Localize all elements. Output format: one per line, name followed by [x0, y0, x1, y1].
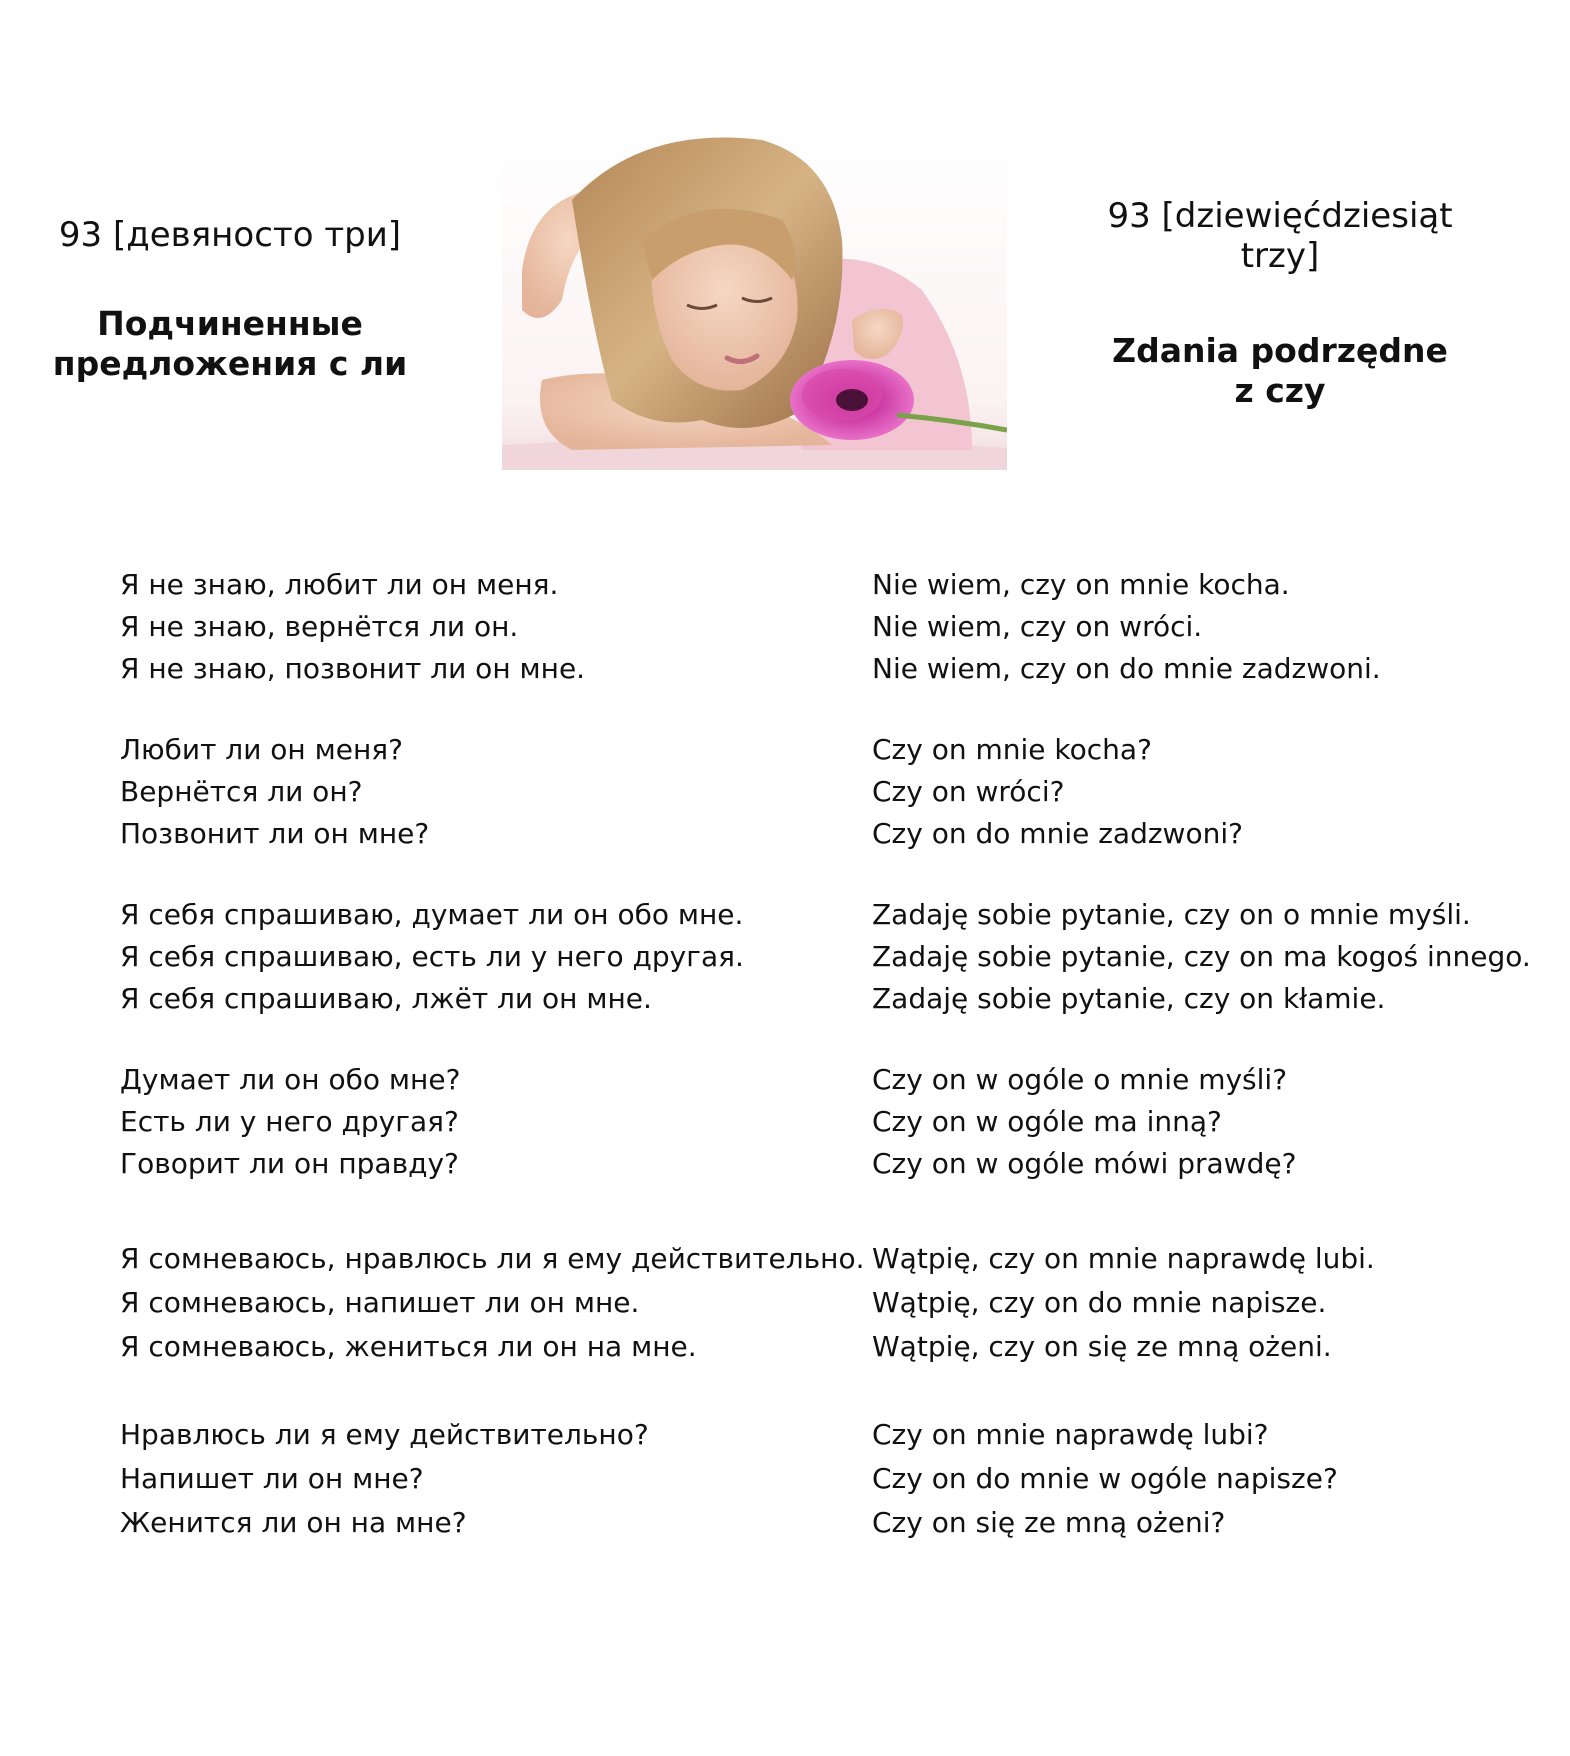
polish-sentence: Wątpię, czy on mnie naprawdę lubi.	[872, 1242, 1375, 1275]
russian-group-5	[120, 1237, 865, 1369]
polish-sentence: Zadaję sobie pytanie, czy on kłamie.	[872, 982, 1386, 1015]
polish-group-3	[872, 894, 1531, 1020]
polish-group-5	[872, 1237, 1375, 1369]
lesson-number-pl-line2: trzy]	[1240, 236, 1320, 276]
polish-sentence: Czy on w ogóle mówi prawdę?	[872, 1147, 1297, 1180]
lesson-title-pl-line1: Zdania podrzędne	[1112, 331, 1448, 370]
lesson-number-pl	[1060, 196, 1500, 276]
russian-sentence: Я себя спрашиваю, думает ли он обо мне.	[120, 898, 744, 931]
polish-sentence: Czy on mnie kocha?	[872, 733, 1152, 766]
lesson-number-pl-line1: 93 [dziewięćdziesiąt	[1107, 196, 1453, 236]
lesson-title-ru	[30, 304, 430, 384]
polish-group-1	[872, 564, 1381, 690]
russian-sentence: Вернётся ли он?	[120, 775, 363, 808]
lesson-number-ru: 93 [девяносто три]	[58, 215, 402, 255]
polish-sentence: Wątpię, czy on do mnie napisze.	[872, 1286, 1327, 1319]
polish-sentence: Nie wiem, czy on do mnie zadzwoni.	[872, 652, 1381, 685]
polish-sentence: Czy on w ogóle ma inną?	[872, 1105, 1222, 1138]
russian-sentence: Нравлюсь ли я ему действительно?	[120, 1418, 649, 1451]
russian-sentence: Я сомневаюсь, нравлюсь ли я ему действительно.	[120, 1242, 865, 1275]
russian-sentence: Женится ли он на мне?	[120, 1506, 467, 1539]
polish-group-2	[872, 729, 1243, 855]
russian-group-1	[120, 564, 585, 690]
polish-sentence: Wątpię, czy on się ze mną ożeni.	[872, 1330, 1332, 1363]
polish-sentence: Nie wiem, czy on mnie kocha.	[872, 568, 1290, 601]
russian-sentence: Я себя спрашиваю, лжёт ли он мне.	[120, 982, 652, 1015]
polish-sentence: Zadaję sobie pytanie, czy on ma kogoś innego.	[872, 940, 1531, 973]
polish-sentence: Czy on do mnie w ogóle napisze?	[872, 1462, 1338, 1495]
russian-group-2	[120, 729, 429, 855]
polish-sentence: Czy on w ogóle o mnie myśli?	[872, 1063, 1288, 1096]
polish-sentence: Czy on do mnie zadzwoni?	[872, 817, 1243, 850]
russian-sentence: Я не знаю, любит ли он меня.	[120, 568, 559, 601]
header-right	[1060, 196, 1500, 411]
header-left	[30, 215, 430, 384]
polish-sentence: Czy on mnie naprawdę lubi?	[872, 1418, 1269, 1451]
russian-sentence: Я не знаю, вернётся ли он.	[120, 610, 519, 643]
lesson-title-pl-line2: z czy	[1234, 371, 1326, 410]
russian-sentence: Есть ли у него другая?	[120, 1105, 459, 1138]
russian-sentence: Любит ли он меня?	[120, 733, 403, 766]
russian-group-6	[120, 1413, 649, 1545]
russian-group-4	[120, 1059, 460, 1185]
russian-sentence: Напишет ли он мне?	[120, 1462, 424, 1495]
polish-sentence: Czy on wróci?	[872, 775, 1065, 808]
russian-sentence: Я сомневаюсь, жениться ли он на мне.	[120, 1330, 697, 1363]
polish-sentence: Nie wiem, czy on wróci.	[872, 610, 1203, 643]
russian-sentence: Думает ли он обо мне?	[120, 1063, 461, 1096]
lesson-title-ru-line1: Подчиненные	[97, 304, 363, 343]
russian-sentence: Говорит ли он правду?	[120, 1147, 459, 1180]
russian-sentence: Я себя спрашиваю, есть ли у него другая.	[120, 940, 744, 973]
russian-group-3	[120, 894, 744, 1020]
russian-sentence: Позвонит ли он мне?	[120, 817, 430, 850]
russian-sentence: Я не знаю, позвонит ли он мне.	[120, 652, 586, 685]
polish-group-4	[872, 1059, 1296, 1185]
polish-sentence: Czy on się ze mną ożeni?	[872, 1506, 1226, 1539]
lesson-title-ru-line2: предложения с ли	[52, 344, 408, 383]
russian-sentence: Я сомневаюсь, напишет ли он мне.	[120, 1286, 640, 1319]
polish-group-6	[872, 1413, 1338, 1545]
girl-with-flower-image	[502, 130, 1007, 470]
lesson-title-pl	[1060, 331, 1500, 411]
polish-sentence: Zadaję sobie pytanie, czy on o mnie myśli.	[872, 898, 1471, 931]
